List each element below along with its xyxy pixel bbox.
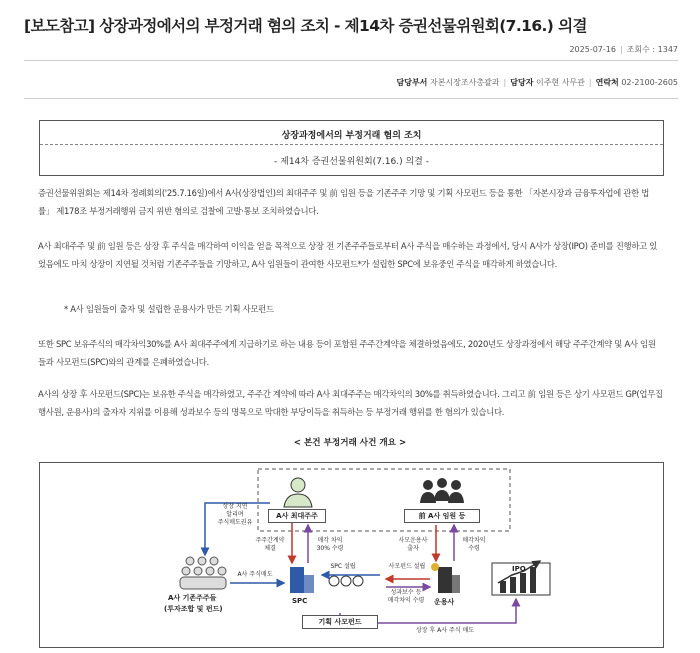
divider bbox=[24, 60, 678, 61]
view-count: 조회수 : 1347 bbox=[626, 45, 678, 54]
summary-subheading: - 제14차 증권선물위원회(7.16.) 의결 - bbox=[274, 157, 429, 167]
paragraph-4: A사의 상장 후 사모펀드(SPC)는 보유한 주식을 매각하였고, 주주간 계약에 따라 A사 최대주주는 매각차익의 30%를 취득하였습니다. 그리고 前 임원 등은 상기 사모펀드 GP(업무집행사원, 운용사)의 출자자 지위를 이용해 성과보수 등의 명목으로 막대한 부당이득을 취득하는 등 부정거래 행위를 한 혐의가 있습니다. bbox=[38, 389, 663, 417]
gain-label-2: 매각차익 수령 bbox=[462, 537, 486, 552]
page-title: [보도참고] 상장과정에서의 부정거래 혐의 조치 - 제14차 증권선물위원회(7.16.) 의결 bbox=[24, 17, 587, 35]
summary-heading: 상장과정에서의 부정거래 혐의 조치 bbox=[281, 131, 422, 141]
article-meta: 2025-07-16 | 조회수 : 1347 bbox=[569, 45, 678, 54]
largest-holder-box: A사 최대주주 bbox=[268, 509, 326, 523]
ipo-label: IPO bbox=[512, 565, 526, 573]
diagram-caption: < 본건 부정거래 사건 개요 > bbox=[293, 438, 407, 448]
divider bbox=[24, 98, 678, 99]
spc-building-icon bbox=[290, 567, 314, 593]
contract-label: 주주간계약 체결 bbox=[255, 537, 285, 552]
existing-holders-icon bbox=[180, 557, 226, 589]
staff-value: 이주현 사무관 bbox=[535, 78, 585, 87]
paragraph-3: 또한 SPC 보유주식의 매각차익30%를 A사 최대주주에게 지급하기로 하는 내용 등이 포함된 주주간계약을 체결하였음에도, 2020년도 상장과정에서 해당 주주간계약 및 A사 임원들과 사모펀드(SPC)와의 관계를 은폐하였습니다. bbox=[38, 339, 656, 367]
fund-setup-label: 사모펀드 설립 bbox=[388, 563, 426, 570]
executives-people-icon bbox=[420, 478, 464, 503]
fund-box: 기획 사모펀드 bbox=[302, 615, 378, 629]
spc-label: SPC bbox=[292, 597, 308, 605]
existing-holders-sub: (투자조합 및 펀드) bbox=[164, 605, 223, 613]
former-execs-box: 前 A사 임원 등 bbox=[404, 509, 480, 523]
article-date: 2025-07-16 bbox=[569, 45, 616, 54]
paragraph-1: 증권선물위원회는 제14차 정례회의('25.7.16일)에서 A사(상장법인)의 최대주주 및 前 임원 등을 기존주주 기망 및 기획 사모펀드 등을 통한 「자본시장과 금융투자업에 관한 법률」 제178조 부정거래행위 금지 위반 혐의로 검찰에 고발·통보 조치하였습니다. bbox=[38, 188, 650, 216]
post-ipo-sell-label: 상장 후 A사 주식 매도 bbox=[415, 627, 475, 634]
fee-label: 성과보수 등 매각차익 수령 bbox=[387, 589, 425, 604]
paragraph-2: A사 최대주주 및 前 임원 등은 상장 후 주식을 매각하여 이익을 얻을 목적으로 상장 전 기존주주들로부터 A사 주식을 매수하는 과정에서, 당시 A사가 상장(IPO) 준비를 진행하고 있었음에도 마치 상장이 지연될 것처럼 기존주주들을 기망하고, A사 임원들이 관여한 사모펀드*가 설립한 SPC에 보유중인 주식을 매각하게 하였습니다. bbox=[38, 241, 658, 269]
contact-value: 02-2100-2605 bbox=[621, 78, 678, 87]
sell-stock-label: A사 주식매도 bbox=[237, 571, 273, 578]
scheme-diagram bbox=[39, 462, 664, 648]
existing-holders-label: A사 기존주주들 bbox=[168, 594, 217, 602]
invest-label: 사모운용사 출자 bbox=[398, 537, 428, 552]
deceive-label: 상장 지연 알리며 주식매도권유 bbox=[217, 503, 253, 526]
fund-people-icon bbox=[329, 576, 363, 586]
summary-box bbox=[39, 120, 664, 176]
contact-info: 담당부서 자본시장조사총괄과 | 담당자 이주현 사무관 | 연락처 02-2100-2605 bbox=[396, 78, 678, 87]
manager-label: 운용사 bbox=[434, 598, 455, 606]
dept-value: 자본시장조사총괄과 bbox=[429, 78, 500, 87]
footnote: * A사 임원들이 출자 및 설립한 운용사가 만든 기획 사모펀드 bbox=[64, 304, 274, 314]
largest-holder-person-icon bbox=[284, 478, 312, 507]
gain-label: 매각 차익 30% 수령 bbox=[316, 537, 344, 552]
spc-setup-label: SPC 설립 bbox=[330, 563, 356, 570]
